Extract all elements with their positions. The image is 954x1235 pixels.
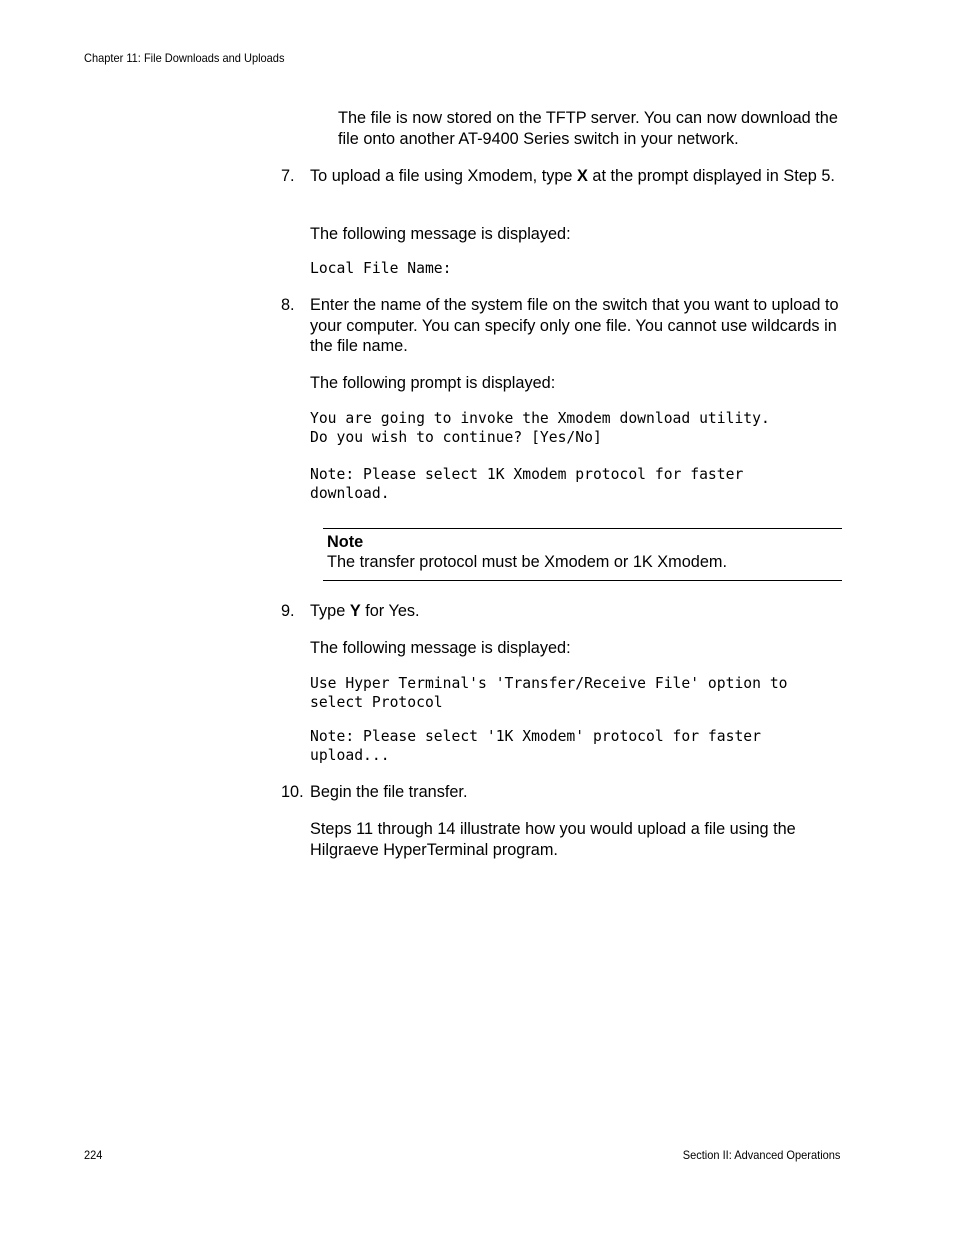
step-10-follow-text: Steps 11 through 14 illustrate how you would upload a file using the Hilgraeve HyperTerminal program. <box>310 820 796 859</box>
step-7-text-before: To upload a file using Xmodem, type <box>310 167 577 185</box>
step-8-text: Enter the name of the system file on the switch that you want to upload to your computer. You can specify only one file. You cannot use wildcards in the file name. <box>310 296 839 356</box>
step-7-text-after: at the prompt displayed in Step 5. <box>587 167 835 185</box>
step-8-number: 8. <box>281 296 295 314</box>
step-9-follow-text: The following message is displayed: <box>310 639 571 657</box>
step-8-follow-text: The following prompt is displayed: <box>310 374 556 392</box>
page-number: 224 <box>84 1148 103 1162</box>
note-title: Note <box>327 533 364 551</box>
step-9-text <box>310 601 850 622</box>
step-9-text-after: for Yes. <box>360 602 420 620</box>
step-7-follow-text: The following message is displayed: <box>310 225 571 243</box>
note-body: The transfer protocol must be Xmodem or 1K Xmodem. <box>327 553 727 571</box>
step-7-code-block: Local File Name: <box>310 260 452 277</box>
step-9-code-block-message: Use Hyper Terminal's 'Transfer/Receive File' option to select Protocol <box>310 675 788 712</box>
step-7-key: X <box>577 167 588 185</box>
intro-paragraph: The file is now stored on the TFTP server. You can now download the file onto another AT-9400 Series switch in your network. <box>338 109 838 148</box>
step-9-key: Y <box>349 602 361 620</box>
step-9-text-before: Type <box>310 602 350 620</box>
running-footer-section: Section II: Advanced Operations <box>682 1148 840 1162</box>
step-8-code-block-note: Note: Please select 1K Xmodem protocol for faster download. <box>310 466 744 503</box>
step-10-text: Begin the file transfer. <box>310 783 468 801</box>
running-header-chapter: Chapter 11: File Downloads and Uploads <box>84 51 285 65</box>
note-box <box>323 528 842 581</box>
step-7-number: 7. <box>281 167 295 185</box>
step-8-code-block-prompt: You are going to invoke the Xmodem download utility. Do you wish to continue? [Yes/No] <box>310 410 770 447</box>
step-9-number: 9. <box>281 602 295 620</box>
step-10-number: 10. <box>281 783 304 801</box>
step-7-text <box>310 166 850 187</box>
step-9-code-block-note: Note: Please select '1K Xmodem' protocol for faster upload... <box>310 728 761 765</box>
